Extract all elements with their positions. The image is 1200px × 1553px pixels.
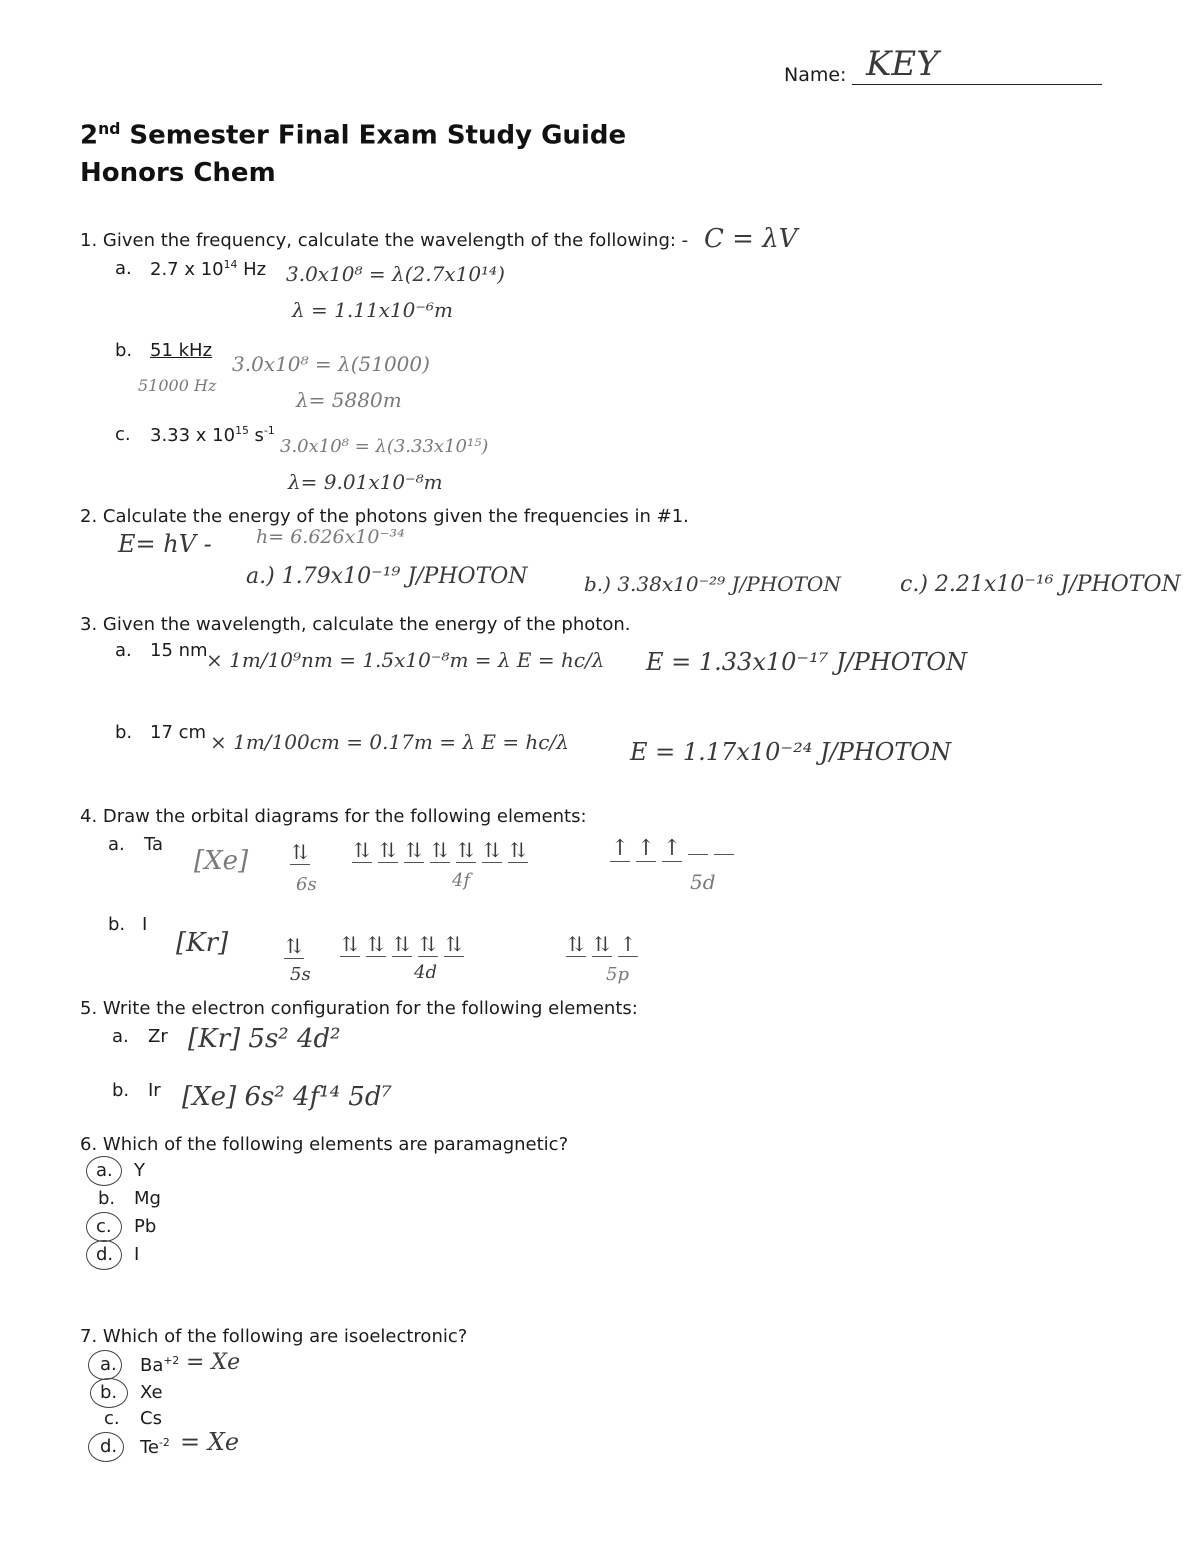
orbital-box: ↑ [662, 836, 682, 861]
q6-option-c: Pb [134, 1216, 157, 1237]
q6-option-a-label: a. [96, 1160, 113, 1181]
q3a-label: a. [115, 640, 132, 661]
orbital-box: ⇅ [291, 840, 309, 864]
orbital-box: ⇅ [509, 838, 527, 862]
q2-work-planck: h= 6.626x10⁻³⁴ [256, 526, 405, 548]
q6-prompt: 6. Which of the following elements are paramagnetic? [80, 1134, 569, 1155]
orbital-box: ⇅ [593, 932, 611, 956]
q4b-5s-label: 5s [290, 964, 311, 985]
q4b-5p-orbitals [566, 932, 644, 957]
q5a-value: Zr [148, 1026, 168, 1047]
q1a-value: 2.7 x $10^{14}$ Hz [150, 258, 267, 280]
orbital-box [714, 854, 734, 855]
q2-prompt: 2. Calculate the energy of the photons given the frequencies in #1. [80, 506, 689, 527]
orbital-box: ⇅ [457, 838, 475, 862]
q1a-work-1: 3.0x10⁸ = λ(2.7x10¹⁴) [286, 262, 505, 286]
q1c-work-1: 3.0x10⁸ = λ(3.33x10¹⁵) [280, 436, 489, 457]
q1a-work-2: λ = 1.11x10⁻⁶m [292, 298, 453, 322]
name-label: Name: [784, 64, 847, 86]
q2-answer-a: a.) 1.79x10⁻¹⁹ J/PHOTON [246, 564, 528, 589]
q7-option-d-note: = Xe [180, 1428, 240, 1456]
q1b-conversion: 51000 Hz [138, 376, 217, 395]
q4a-6s-label: 6s [296, 874, 317, 895]
q7-option-a-note: = Xe [186, 1350, 241, 1375]
q7-option-c-label: c. [104, 1408, 120, 1429]
q6-option-d: I [134, 1244, 140, 1265]
q4b-5p-label: 5p [606, 964, 629, 985]
q1b-work-1: 3.0x10⁸ = λ(51000) [232, 352, 430, 376]
orbital-box: ⇅ [567, 932, 585, 956]
q4a-4f-label: 4f [452, 870, 471, 891]
q1-prompt: 1. Given the frequency, calculate the wavelength of the following: - [80, 230, 689, 251]
orbital-box: ⇅ [419, 932, 437, 956]
q1-formula: C = λV [704, 224, 798, 254]
q4b-core: [Kr] [176, 928, 229, 958]
q3b-label: b. [115, 722, 133, 743]
q2-answer-c: c.) 2.21x10⁻¹⁶ J/PHOTON [900, 572, 1181, 597]
q7-option-b-label: b. [100, 1382, 118, 1403]
q5a-answer: [Kr] 5s² 4d² [188, 1024, 341, 1054]
q1b-value: 51 kHz [150, 340, 213, 361]
q6-option-a: Y [134, 1160, 145, 1181]
q4a-value: Ta [144, 834, 164, 855]
orbital-box: ⇅ [341, 932, 359, 956]
orbital-box: ↑ [619, 932, 637, 956]
q4b-value: I [142, 914, 148, 935]
q7-option-d-label: d. [100, 1436, 118, 1457]
q7-option-b: Xe [140, 1382, 163, 1403]
orbital-box [688, 854, 708, 855]
q6-option-d-label: d. [96, 1244, 114, 1265]
q1c-work-2: λ= 9.01x10⁻⁸m [288, 470, 443, 494]
page-title: 2nd Semester Final Exam Study Guide [80, 120, 627, 151]
q4b-label: b. [108, 914, 126, 935]
q4a-5d-label: 5d [690, 870, 716, 894]
orbital-box: ⇅ [393, 932, 411, 956]
q3b-work: × 1m/100cm = 0.17m = λ E = hc/λ [210, 730, 569, 754]
q3b-value: 17 cm [150, 722, 207, 743]
q1a-label: a. [115, 258, 132, 279]
q3a-value: 15 nm [150, 640, 208, 661]
q7-option-d: $Te^{-2}$ [140, 1436, 170, 1458]
q1b-label: b. [115, 340, 133, 361]
q4a-label: a. [108, 834, 125, 855]
orbital-box: ⇅ [445, 932, 463, 956]
name-value: KEY [866, 44, 939, 84]
q5b-answer: [Xe] 6s² 4f¹⁴ 5d⁷ [182, 1082, 392, 1112]
q2-work-formula: E= hV - [118, 530, 212, 558]
q6-option-c-label: c. [96, 1216, 112, 1237]
q7-option-a: $Ba^{+2}$ [140, 1354, 180, 1376]
page-subtitle: Honors Chem [80, 158, 276, 188]
q5a-label: a. [112, 1026, 129, 1047]
orbital-box: ⇅ [405, 838, 423, 862]
q4a-4f-orbitals [352, 838, 534, 863]
q5-prompt: 5. Write the electron configuration for the following elements: [80, 998, 638, 1019]
q7-option-c: Cs [140, 1408, 162, 1429]
q6-option-b-label: b. [98, 1188, 116, 1209]
q3a-answer: E = 1.33x10⁻¹⁷ J/PHOTON [646, 648, 968, 676]
q3a-work: × 1m/10⁹nm = 1.5x10⁻⁸m = λ E = hc/λ [206, 648, 605, 672]
orbital-box: ⇅ [285, 934, 303, 958]
q1c-value: 3.33 x $10^{15}$ $s^{-1}$ [150, 424, 275, 446]
orbital-box: ↑ [636, 836, 656, 861]
q3-prompt: 3. Given the wavelength, calculate the energy of the photon. [80, 614, 631, 635]
q4-prompt: 4. Draw the orbital diagrams for the following elements: [80, 806, 587, 827]
orbital-box: ⇅ [353, 838, 371, 862]
q3b-answer: E = 1.17x10⁻²⁴ J/PHOTON [630, 738, 952, 766]
q4b-4d-label: 4d [414, 962, 437, 983]
orbital-box: ⇅ [483, 838, 501, 862]
q1c-label: c. [115, 424, 131, 445]
q6-option-b: Mg [134, 1188, 161, 1209]
q5b-label: b. [112, 1080, 130, 1101]
q2-answer-b: b.) 3.38x10⁻²⁹ J/PHOTON [584, 572, 841, 596]
q7-prompt: 7. Which of the following are isoelectronic? [80, 1326, 468, 1347]
q1b-work-2: λ= 5880m [296, 388, 402, 412]
q5b-value: Ir [148, 1080, 161, 1101]
q7-option-a-label: a. [100, 1354, 117, 1375]
orbital-box: ⇅ [367, 932, 385, 956]
q4b-5s-orbital [284, 934, 310, 959]
name-line [852, 84, 1102, 85]
orbital-box: ⇅ [431, 838, 449, 862]
orbital-box: ⇅ [379, 838, 397, 862]
q4a-5d-orbitals [610, 836, 740, 862]
q4a-6s-orbital [290, 840, 316, 865]
orbital-box: ↑ [610, 836, 630, 861]
q4b-4d-orbitals [340, 932, 470, 957]
q4a-core: [Xe] [194, 846, 249, 876]
